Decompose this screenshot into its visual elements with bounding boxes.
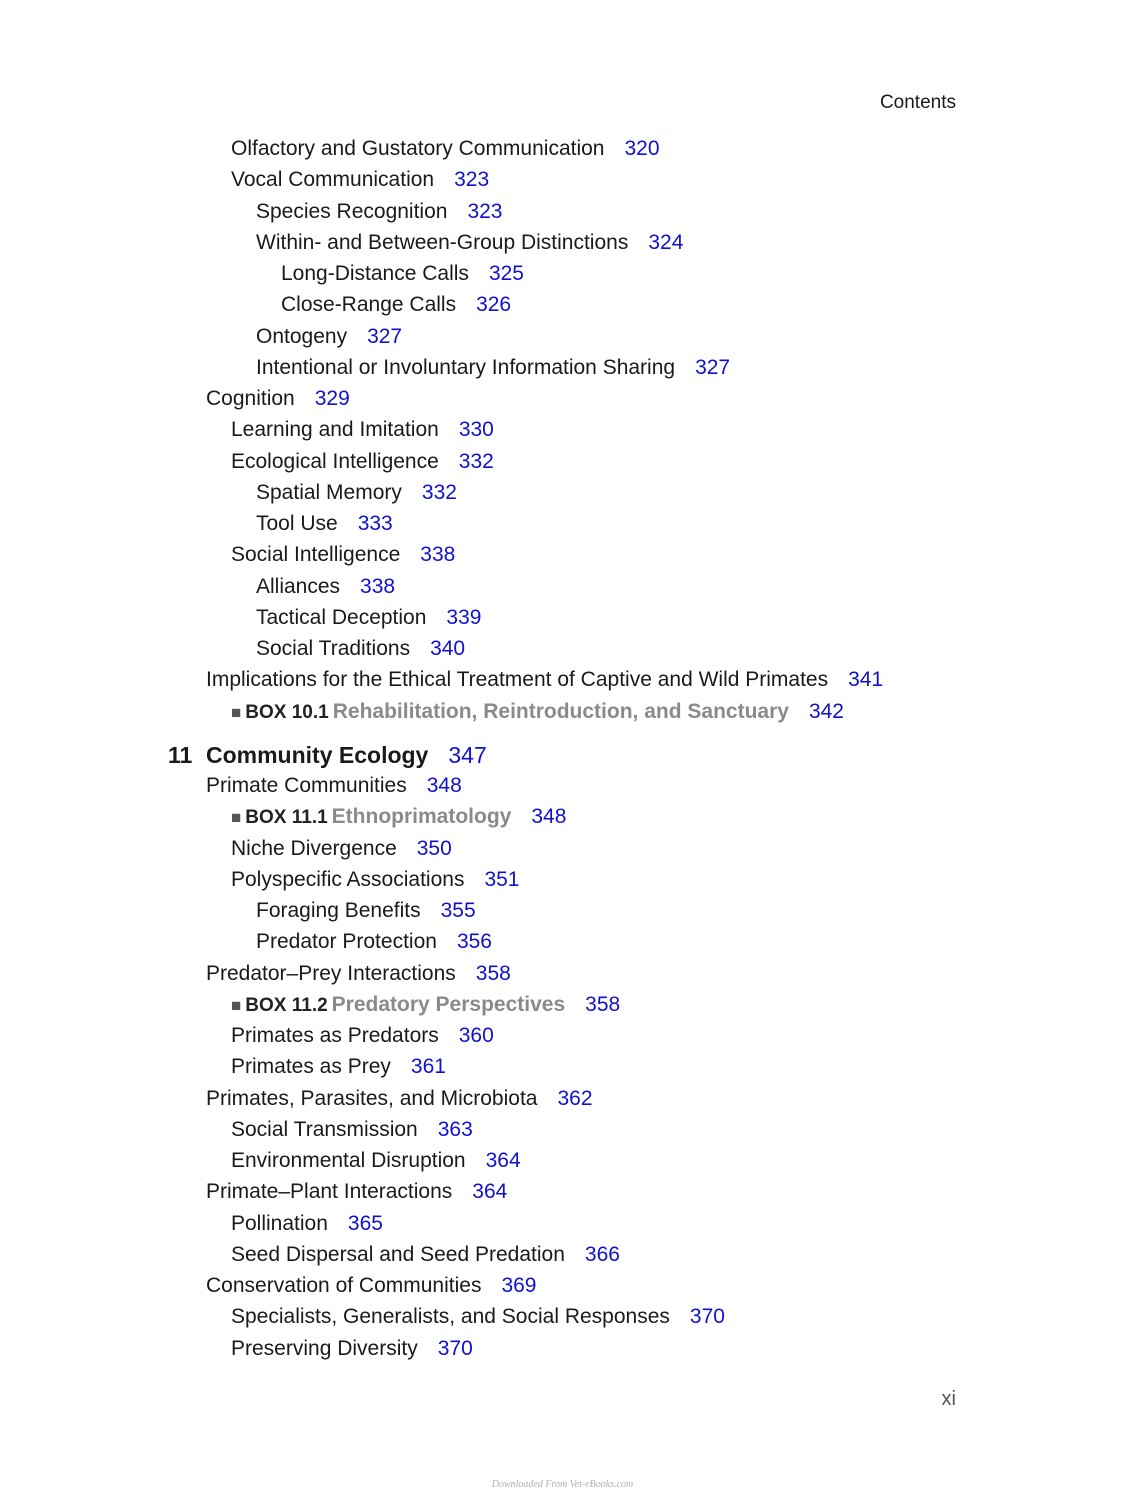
page-reference-link[interactable]: 350 bbox=[416, 836, 452, 860]
entry-title: Environmental Disruption bbox=[231, 1149, 466, 1172]
entry-title: Foraging Benefits bbox=[256, 899, 421, 922]
box-label: BOX 11.1 bbox=[245, 807, 328, 829]
toc-entry bbox=[256, 928, 492, 956]
toc-entry bbox=[256, 635, 465, 663]
page-reference-link[interactable]: 342 bbox=[808, 699, 844, 723]
toc-entry bbox=[206, 385, 350, 413]
entry-title: Polyspecific Associations bbox=[231, 867, 465, 891]
page-reference-link[interactable]: 333 bbox=[357, 512, 393, 535]
entry-title: Primate Communities bbox=[206, 774, 407, 797]
entry-title: Social Traditions bbox=[256, 637, 411, 660]
toc-entry bbox=[231, 1053, 446, 1081]
page-reference-link[interactable]: 325 bbox=[488, 262, 524, 285]
page-reference-link[interactable]: 363 bbox=[437, 1117, 473, 1141]
page-reference-link[interactable]: 348 bbox=[531, 805, 567, 829]
page-reference-link[interactable]: 364 bbox=[472, 1180, 508, 1204]
toc-entry bbox=[231, 1210, 383, 1238]
entry-title: Niche Divergence bbox=[231, 836, 397, 860]
page-reference-link[interactable]: 326 bbox=[476, 293, 512, 317]
entry-title: Specialists, Generalists, and Social Responses bbox=[231, 1305, 670, 1329]
page-reference-link[interactable]: 341 bbox=[848, 668, 884, 692]
page-reference-link[interactable]: 358 bbox=[475, 961, 511, 985]
box-title: Ethnoprimatology bbox=[331, 805, 512, 829]
entry-title: Learning and Imitation bbox=[231, 418, 439, 442]
toc-entry bbox=[231, 1022, 494, 1050]
page-reference-link[interactable]: 351 bbox=[484, 867, 520, 891]
footer-watermark: Downloaded From Vet-eBooks.com bbox=[491, 1479, 634, 1490]
toc-entry bbox=[256, 479, 457, 507]
toc-entry bbox=[206, 1085, 593, 1113]
toc-entry bbox=[256, 229, 683, 257]
box-label: BOX 11.2 bbox=[245, 994, 328, 1016]
entry-title: Olfactory and Gustatory Communication bbox=[231, 137, 605, 160]
page-reference-link[interactable]: 327 bbox=[367, 324, 403, 348]
entry-title: Ecological Intelligence bbox=[231, 449, 439, 473]
page-reference-link[interactable]: 370 bbox=[689, 1305, 725, 1329]
entry-title: Social Transmission bbox=[231, 1117, 418, 1141]
entry-title: Ontogeny bbox=[256, 324, 348, 348]
toc-entry bbox=[231, 1335, 473, 1363]
entry-title: Intentional or Involuntary Information Sharing bbox=[256, 355, 676, 379]
toc-entry bbox=[256, 323, 402, 351]
toc-entry bbox=[231, 416, 494, 444]
entry-title: Alliances bbox=[256, 574, 341, 598]
entry-title: Primate–Plant Interactions bbox=[206, 1180, 453, 1204]
toc-entry bbox=[281, 260, 524, 288]
page-reference-link[interactable]: 370 bbox=[437, 1336, 473, 1360]
chapter-title: Community Ecology bbox=[206, 741, 429, 768]
toc-entry bbox=[206, 772, 462, 800]
toc-entry bbox=[231, 166, 489, 194]
entry-title: Seed Dispersal and Seed Predation bbox=[231, 1242, 565, 1266]
entry-title: Tool Use bbox=[256, 512, 338, 535]
page-reference-link[interactable]: 348 bbox=[426, 774, 462, 797]
page-reference-link[interactable]: 356 bbox=[456, 930, 492, 954]
page-reference-link[interactable]: 338 bbox=[420, 543, 456, 567]
box-entry bbox=[231, 803, 566, 832]
entry-title: Predator–Prey Interactions bbox=[206, 961, 456, 985]
page-reference-link[interactable]: 332 bbox=[421, 480, 457, 504]
entry-title: Preserving Diversity bbox=[231, 1336, 418, 1360]
box-marker-icon: ■ bbox=[231, 995, 242, 1015]
page-reference-link[interactable]: 366 bbox=[584, 1242, 620, 1266]
entry-title: Implications for the Ethical Treatment of Captive and Wild Primates bbox=[206, 668, 829, 692]
toc-entry bbox=[231, 135, 660, 163]
page-reference-link[interactable]: 339 bbox=[446, 605, 482, 629]
toc-entry bbox=[206, 1178, 507, 1206]
toc-entry bbox=[256, 604, 481, 632]
toc-entry bbox=[256, 510, 393, 538]
page-reference-link[interactable]: 324 bbox=[648, 230, 684, 254]
box-title: Rehabilitation, Reintroduction, and Sanctuary bbox=[332, 699, 789, 723]
toc-entry bbox=[231, 448, 494, 476]
entry-title: Vocal Communication bbox=[231, 168, 435, 192]
toc-entry bbox=[206, 666, 883, 694]
entry-title: Close-Range Calls bbox=[281, 293, 457, 317]
running-header: Contents bbox=[879, 92, 956, 113]
page-reference-link[interactable]: 320 bbox=[624, 137, 660, 160]
entry-title: Pollination bbox=[231, 1211, 328, 1235]
entry-title: Primates as Prey bbox=[231, 1055, 391, 1079]
box-entry bbox=[231, 698, 844, 727]
entry-title: Cognition bbox=[206, 387, 295, 410]
toc-entry bbox=[281, 291, 511, 319]
toc-entry bbox=[231, 866, 520, 894]
toc-entry bbox=[256, 897, 476, 925]
toc-entry bbox=[256, 573, 395, 601]
entry-title: Predator Protection bbox=[256, 930, 437, 954]
entry-title: Conservation of Communities bbox=[206, 1274, 482, 1297]
chapter-number: 11 bbox=[168, 741, 193, 768]
page-reference-link[interactable]: 340 bbox=[430, 637, 466, 660]
entry-title: Primates as Predators bbox=[231, 1024, 439, 1047]
page-reference-link[interactable]: 323 bbox=[467, 199, 503, 223]
toc-entry bbox=[231, 1303, 725, 1331]
entry-title: Tactical Deception bbox=[256, 605, 427, 629]
page-reference-link[interactable]: 330 bbox=[458, 418, 494, 442]
page-reference-link[interactable]: 355 bbox=[440, 899, 476, 922]
entry-title: Spatial Memory bbox=[256, 480, 402, 504]
page-reference-link[interactable]: 323 bbox=[454, 168, 490, 192]
entry-title: Long-Distance Calls bbox=[281, 262, 469, 285]
entry-title: Social Intelligence bbox=[231, 543, 401, 567]
toc-entry bbox=[256, 198, 503, 226]
toc-entry bbox=[206, 1272, 537, 1300]
toc-entry bbox=[231, 1147, 521, 1175]
toc-entry bbox=[231, 1116, 473, 1144]
toc-entry bbox=[206, 960, 511, 988]
page-reference-link[interactable]: 361 bbox=[410, 1055, 446, 1079]
page-reference-link[interactable]: 369 bbox=[501, 1274, 537, 1297]
page-reference-link[interactable]: 362 bbox=[557, 1086, 593, 1110]
toc-entry bbox=[231, 835, 452, 863]
page-reference-link[interactable]: 360 bbox=[458, 1024, 494, 1047]
box-marker-icon: ■ bbox=[231, 808, 242, 828]
page-reference-link[interactable]: 329 bbox=[314, 387, 350, 410]
page-reference-link[interactable]: 347 bbox=[448, 741, 487, 768]
box-label: BOX 10.1 bbox=[245, 701, 329, 723]
page-reference-link[interactable]: 358 bbox=[585, 992, 621, 1016]
page-number: xi bbox=[941, 1388, 956, 1410]
toc-entry bbox=[231, 1241, 620, 1269]
box-title: Predatory Perspectives bbox=[331, 992, 566, 1016]
chapter-heading bbox=[168, 741, 487, 769]
page-reference-link[interactable]: 332 bbox=[458, 449, 494, 473]
page-reference-link[interactable]: 338 bbox=[360, 574, 396, 598]
entry-title: Within- and Between-Group Distinctions bbox=[256, 230, 629, 254]
box-marker-icon: ■ bbox=[231, 702, 242, 722]
page-reference-link[interactable]: 327 bbox=[695, 355, 731, 379]
toc-entry bbox=[231, 541, 455, 569]
toc-entry bbox=[256, 354, 730, 382]
box-entry bbox=[231, 991, 620, 1020]
entry-title: Species Recognition bbox=[256, 199, 448, 223]
page-reference-link[interactable]: 365 bbox=[347, 1211, 383, 1235]
page-reference-link[interactable]: 364 bbox=[485, 1149, 521, 1172]
entry-title: Primates, Parasites, and Microbiota bbox=[206, 1086, 538, 1110]
